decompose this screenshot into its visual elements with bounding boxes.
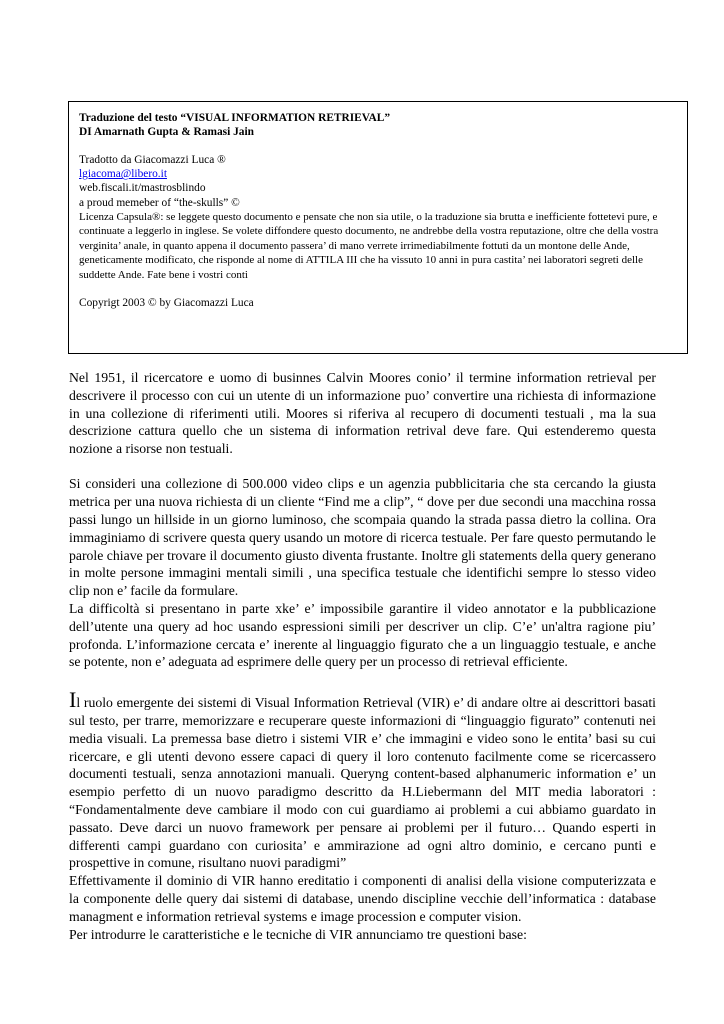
email-link-line: [79, 167, 677, 181]
box-title-line1: Traduzione del testo “VISUAL INFORMATION RETRIEVAL”: [79, 112, 391, 124]
document-body: [69, 369, 656, 943]
email-link[interactable]: lgiacoma@libero.it: [79, 168, 167, 181]
paragraph-4-text: l ruolo emergente dei sistemi di Visual Information Retrieval (VIR) e’ di andare oltre ai descrittori basati sul testo, per trarre, memorizzare e recuperare queste informazioni di “linguaggio figurato” contenuti nei media visuali. La premessa base dietro i sistemi VIR e’ che immagini e video sono le entita’ basi su cui ricercare, e gli utenti devono essere capaci di query il loro contenuto facilmente come se ricercassero documenti testuali, senza annotazioni manuali. Queryng content-based alphanumeric information e’ un esempio perfetto di un nuovo paradigmo descritto da H.Liebermann del MIT media laboratori : “Fondamentalmente deve cambiare il modo con cui guardiamo ai problemi a cui abbiamo guardato in passato. Deve darci un nuovo framework per pensare ai problemi per il futuro… Quando esperti in differenti campi guardano con curiosita’ e ammirazione ad ogni altro dominio, e cercano punti e prospettive in comune, risultano nuovi paradigmi”: [69, 695, 656, 871]
website: web.fiscali.it/mastrosblindo: [79, 182, 206, 195]
member-note: a proud memeber of “the-skulls” ©: [79, 196, 240, 209]
license-text: Licenza Capsula®: se leggete questo documento e pensate che non sia utile, o la traduzione sia brutta e inefficiente fottetevi pure, e continuate a leggerlo in inglese. Se volete diffondere questo documento, ne andrebbe della vostra reputazione, oltre che della vostra verginita’ anale, in quanto appena il documento passera’ di mano verrete irrimediabilmente fottuti da un montone delle Ande, geneticamente modificato, che risponde al nome di ATTILA III che ha vissuto 10 anni in pura castita’ nei laboratori segreti delle suddette Ande. Fate bene i vostri conti: [79, 210, 659, 281]
paragraph-1: Nel 1951, il ricercatore e uomo di businnes Calvin Moores conio’ il termine information retrieval per descrivere il processo con cui un utente di un informazione puo’ convertire una richiesta di informazione in una collezione di riferimenti utili. Moores si riferiva al recupero di documenti testuali , ma la sua descrizione cattura quello che un sistema di information retrival deve fare. Qui estenderemo questa nozione a risorse non testuali.: [69, 370, 656, 457]
paragraph-4: [69, 687, 656, 872]
paragraph-6: Per introdurre le caratteristiche e le tecniche di VIR annunciamo tre questioni base:: [69, 926, 527, 942]
drop-cap: I: [69, 687, 77, 713]
paragraph-5: Effettivamente il dominio di VIR hanno ereditatio i componenti di analisi della visione computerizzata e la componente delle query dai sistemi di database, unendo discipline vecchie dell’informatica : database managment e information retrieval systems e image procession e computer vision.: [69, 873, 656, 924]
paragraph-spacer: [69, 671, 656, 691]
translated-by: Tradotto da Giacomazzi Luca ®: [79, 154, 226, 166]
paragraph-2: Si consideri una collezione di 500.000 video clips e un agenzia pubblicitaria che sta cercando la giusta metrica per una nuova richiesta di un cliente “Find me a clip”, “ dove per due secondi una macchina rossa passi lungo un hillside in un giorno luminoso, che scompaia quando la strada passa dietro la collina. Ora immaginiamo di scrivere questa query usando un motore di ricerca testuale. Per fare questo permutando le parole chiave per trovare il documento giusto diventa frustante. Inoltre gli statements della query generano in molte persone immagini mentali simili , una specifica testuale che identifichi sempre lo stesso video clip non e’ facile da formulare.: [69, 476, 656, 599]
paragraph-spacer: [69, 458, 656, 476]
copyright-text: Copyrigt 2003 © by Giacomazzi Luca: [79, 297, 254, 310]
paragraph-3: La difficoltà si presentano in parte xke’ e’ impossibile garantire il video annotator e la pubblicazione dell’utente una query ad hoc usando espressioni simili per descriver un clip. C’e’ un'altra ragione piu’ profonda. L’informazione cercata e’ inerente al linguaggio figurato che a un linguaggio testuale, e anche se potente, non e’ adeguata ad esprimere delle query per un processo di retrieval efficiente.: [69, 601, 656, 670]
translation-info-box: [68, 101, 688, 354]
box-title-line2: DI Amarnath Gupta & Ramasi Jain: [79, 126, 254, 138]
